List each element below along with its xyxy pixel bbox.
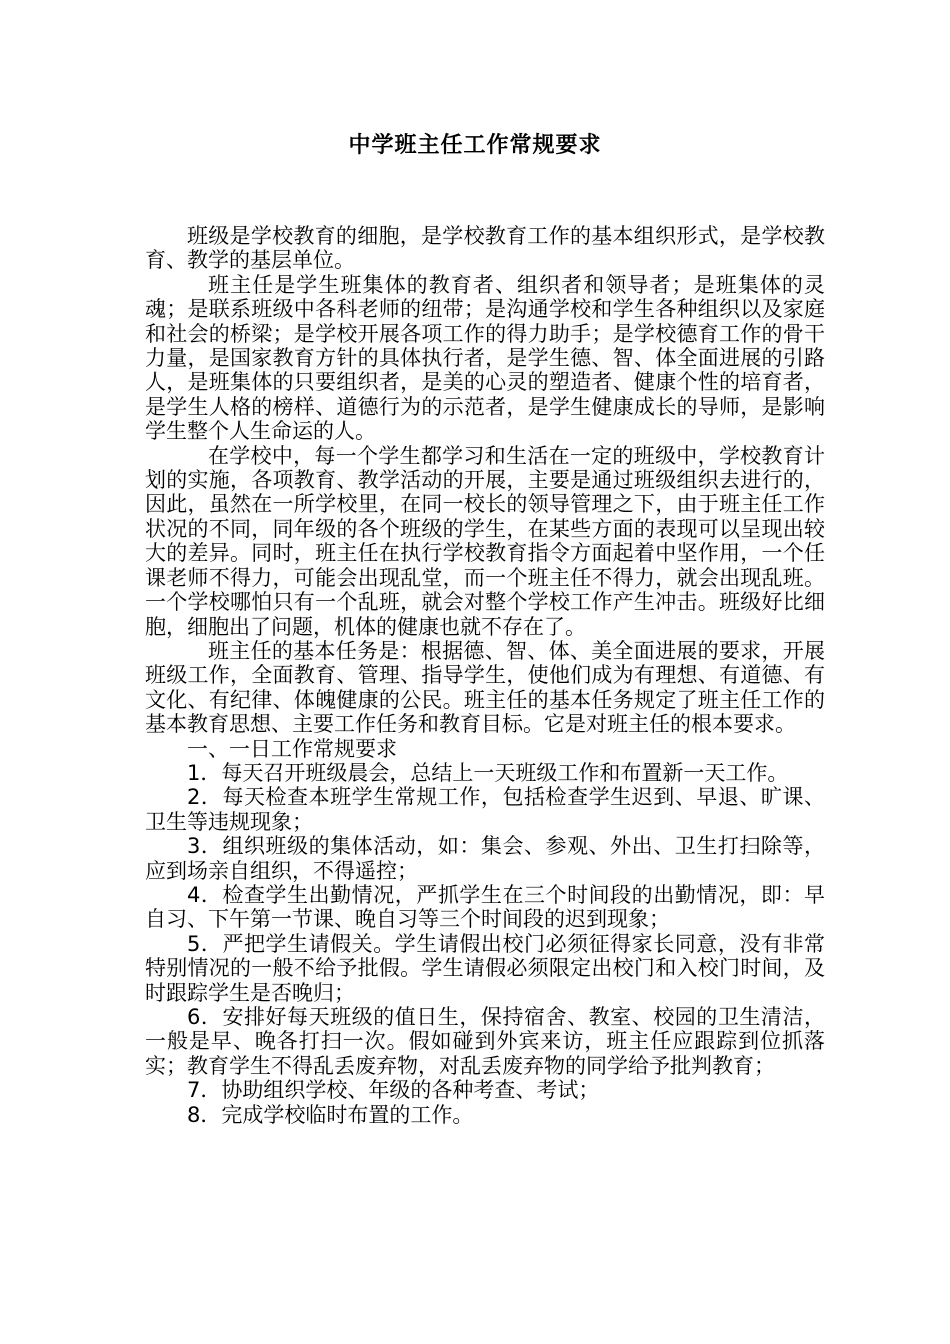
paragraph-importance: 在学校中，每一个学生都学习和生活在一定的班级中，学校教育计划的实施，各项教育、教学活动的开展，主要是通过班级组织去进行的，因此，虽然在一所学校里，在同一校长的领导管理之下，由于班主任工作状况的不同，同年级的各个班级的学生，在某些方面的表现可以呈现出较大的差异。同时，班主任在执行学校教育指令方面起着中坚作用，一个任课老师不得力，可能会出现乱堂，而一个班主任不得力，就会出现乱班。一个学校哪怕只有一个乱班，就会对整个学校工作产生冲击。班级好比细胞，细胞出了问题，机体的健康也就不存在了。 [145,443,825,639]
section-heading: 一、一日工作常规要求 [187,736,397,761]
list-item: 6．安排好每天班级的值日生，保持宿舍、教室、校园的卫生清洁，一般是早、晚各打扫一次。假如碰到外宾来访，班主任应跟踪到位抓落实；教育学生不得乱丢废弃物，对乱丢废弃物的同学给予批判教育； [145,1005,825,1078]
paragraph-task: 班主任的基本任务是：根据德、智、体、美全面进展的要求，开展班级工作，全面教育、管理、指导学生，使他们成为有理想、有道德、有文化、有纪律、体魄健康的公民。班主任的基本任务规定了班主任工作的基本教育思想、主要工作任务和教育目标。它是对班主任的根本要求。 [145,638,825,737]
list-item: 7．协助组织学校、年级的各种考查、考试； [187,1078,600,1103]
list-item: 4．检查学生出勤情况，严抓学生在三个时间段的出勤情况，即：早自习、下午第一节课、晚自习等三个时间段的迟到现象； [145,882,825,932]
paragraph-role: 班主任是学生班集体的教育者、组织者和领导者；是班集体的灵魂；是联系班级中各科老师的纽带；是沟通学校和学生各种组织以及家庭和社会的桥梁；是学校开展各项工作的得力助手；是学校德育工作的骨干力量，是国家教育方针的具体执行者，是学生德、智、体全面进展的引路人，是班集体的只要组织者，是美的心灵的塑造者、健康个性的培育者，是学生人格的榜样、道德行为的示范者，是学生健康成长的导师，是影响学生整个人生命运的人。 [145,272,825,444]
list-item: 2．每天检查本班学生常规工作，包括检查学生迟到、早退、旷课、卫生等违规现象； [145,785,825,834]
list-item: 8．完成学校临时布置的工作。 [187,1102,474,1127]
list-item: 3．组织班级的集体活动，如：集会、参观、外出、卫生打扫除等，应到场亲自组织，不得遥控； [145,834,825,883]
paragraph-intro: 班级是学校教育的细胞，是学校教育工作的基本组织形式，是学校教育、教学的基层单位。 [145,224,825,273]
document-body [145,224,825,1127]
list-item: 5．严把学生请假关。学生请假出校门必须征得家长同意，没有非常特别情况的一般不给予批假。学生请假必须限定出校门和入校门时间，及时跟踪学生是否晚归； [145,931,825,1005]
page-title: 中学班主任工作常规要求 [348,133,602,158]
list-item: 1．每天召开班级晨会，总结上一天班级工作和布置新一天工作。 [187,760,789,785]
